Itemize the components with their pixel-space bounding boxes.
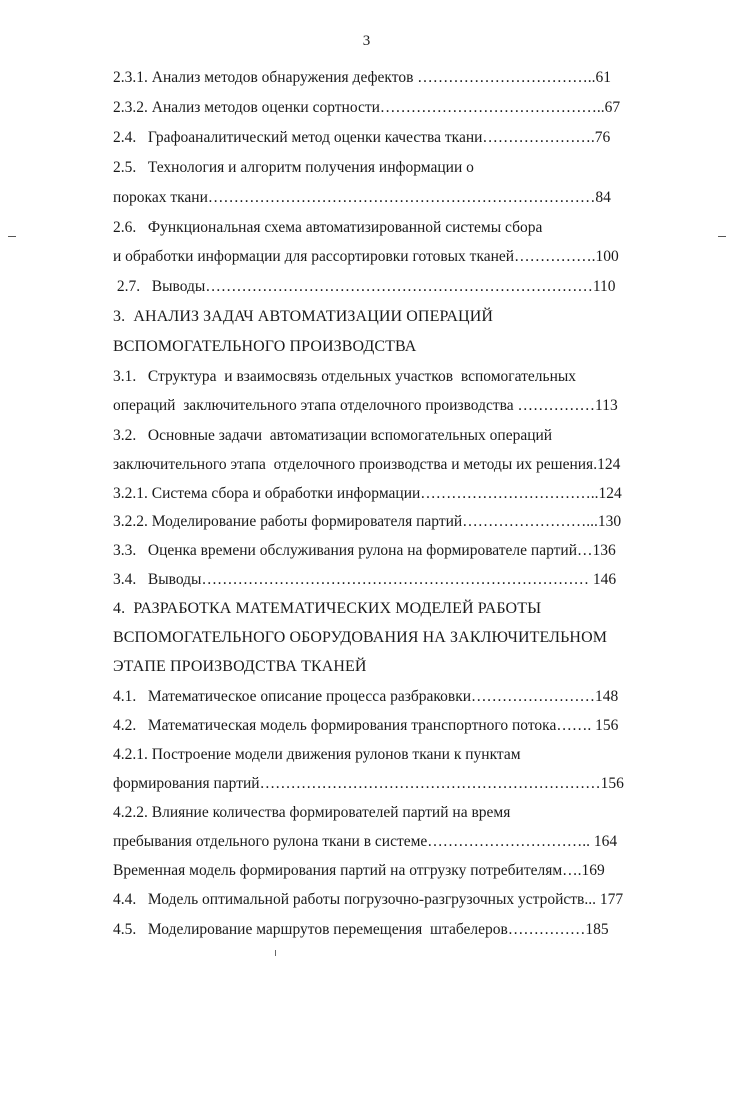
toc-entry-3-2-2: 3.2.2. Моделирование работы формирователя партий……………………...130 — [113, 513, 622, 530]
toc-chapter-3-heading-cont: ВСПОМОГАТЕЛЬНОГО ПРОИЗВОДСТВА — [113, 338, 417, 355]
toc-chapter-3-heading: 3. АНАЛИЗ ЗАДАЧ АВТОМАТИЗАЦИИ ОПЕРАЦИЙ — [113, 308, 494, 325]
toc-entry-2-7: 2.7. Выводы…………………………………………………………………110 — [113, 278, 616, 295]
toc-entry-4-2-1: 4.2.1. Построение модели движения рулонов ткани к пунктам — [113, 746, 521, 763]
toc-entry-4-2-2: 4.2.2. Влияние количества формирователей партий на время — [113, 804, 511, 821]
toc-entry-2-6: 2.6. Функциональная схема автоматизированной системы сбора — [113, 219, 543, 236]
right-margin-mark — [718, 236, 726, 237]
toc-entry-3-1-cont: операций заключительного этапа отделочного производства ……………113 — [113, 397, 618, 414]
toc-entry-4-2: 4.2. Математическая модель формирования транспортного потока……. 156 — [113, 717, 619, 734]
toc-entry-3-2: 3.2. Основные задачи автоматизации вспомогательных операций — [113, 427, 553, 444]
toc-entry-4-5: 4.5. Моделирование маршрутов перемещения штабелеров……………185 — [113, 921, 609, 938]
toc-chapter-4-heading-cont1: ВСПОМОГАТЕЛЬНОГО ОБОРУДОВАНИЯ НА ЗАКЛЮЧИТЕЛЬНОМ — [113, 629, 608, 646]
toc-entry-4-3: Временная модель формирования партий на отгрузку потребителям….169 — [113, 862, 605, 879]
toc-entry-2-6-cont: и обработки информации для рассортировки готовых тканей…………….100 — [113, 248, 619, 265]
toc-entry-3-2-cont: заключительного этапа отделочного производства и методы их решения.124 — [113, 456, 621, 473]
toc-entry-4-1: 4.1. Математическое описание процесса разбраковки……………………148 — [113, 688, 619, 705]
toc-chapter-4-heading-cont2: ЭТАПЕ ПРОИЗВОДСТВА ТКАНЕЙ — [113, 658, 367, 675]
toc-entry-2-3-2: 2.3.2. Анализ методов оценки сортности……………………………………..67 — [113, 99, 621, 116]
toc-entry-4-2-1-cont: формирования партий…………………………………………………………156 — [113, 775, 624, 792]
toc-entry-2-5-cont: пороках ткани…………………………………………………………………84 — [113, 189, 611, 206]
toc-entry-4-4: 4.4. Модель оптимальной работы погрузочно-разгрузочных устройств... 177 — [113, 891, 624, 908]
toc-entry-2-4: 2.4. Графоаналитический метод оценки качества ткани………………….76 — [113, 129, 611, 146]
scan-speck — [275, 950, 276, 956]
page-number: 3 — [362, 33, 371, 49]
toc-entry-3-1: 3.1. Структура и взаимосвязь отдельных участков вспомогательных — [113, 368, 577, 385]
toc-entry-2-5: 2.5. Технология и алгоритм получения информации о — [113, 159, 474, 176]
left-margin-mark — [8, 236, 16, 237]
toc-entry-3-3: 3.3. Оценка времени обслуживания рулона на формирователе партий…136 — [113, 542, 616, 559]
toc-entry-4-2-2-cont: пребывания отдельного рулона ткани в системе………………………….. 164 — [113, 833, 618, 850]
toc-entry-3-2-1: 3.2.1. Система сбора и обработки информации……………………………..124 — [113, 485, 622, 502]
toc-entry-2-3-1: 2.3.1. Анализ методов обнаружения дефектов ……………………………..61 — [113, 69, 612, 86]
toc-chapter-4-heading: 4. РАЗРАБОТКА МАТЕМАТИЧЕСКИХ МОДЕЛЕЙ РАБОТЫ — [113, 600, 542, 617]
toc-entry-3-4: 3.4. Выводы………………………………………………………………… 146 — [113, 571, 617, 588]
